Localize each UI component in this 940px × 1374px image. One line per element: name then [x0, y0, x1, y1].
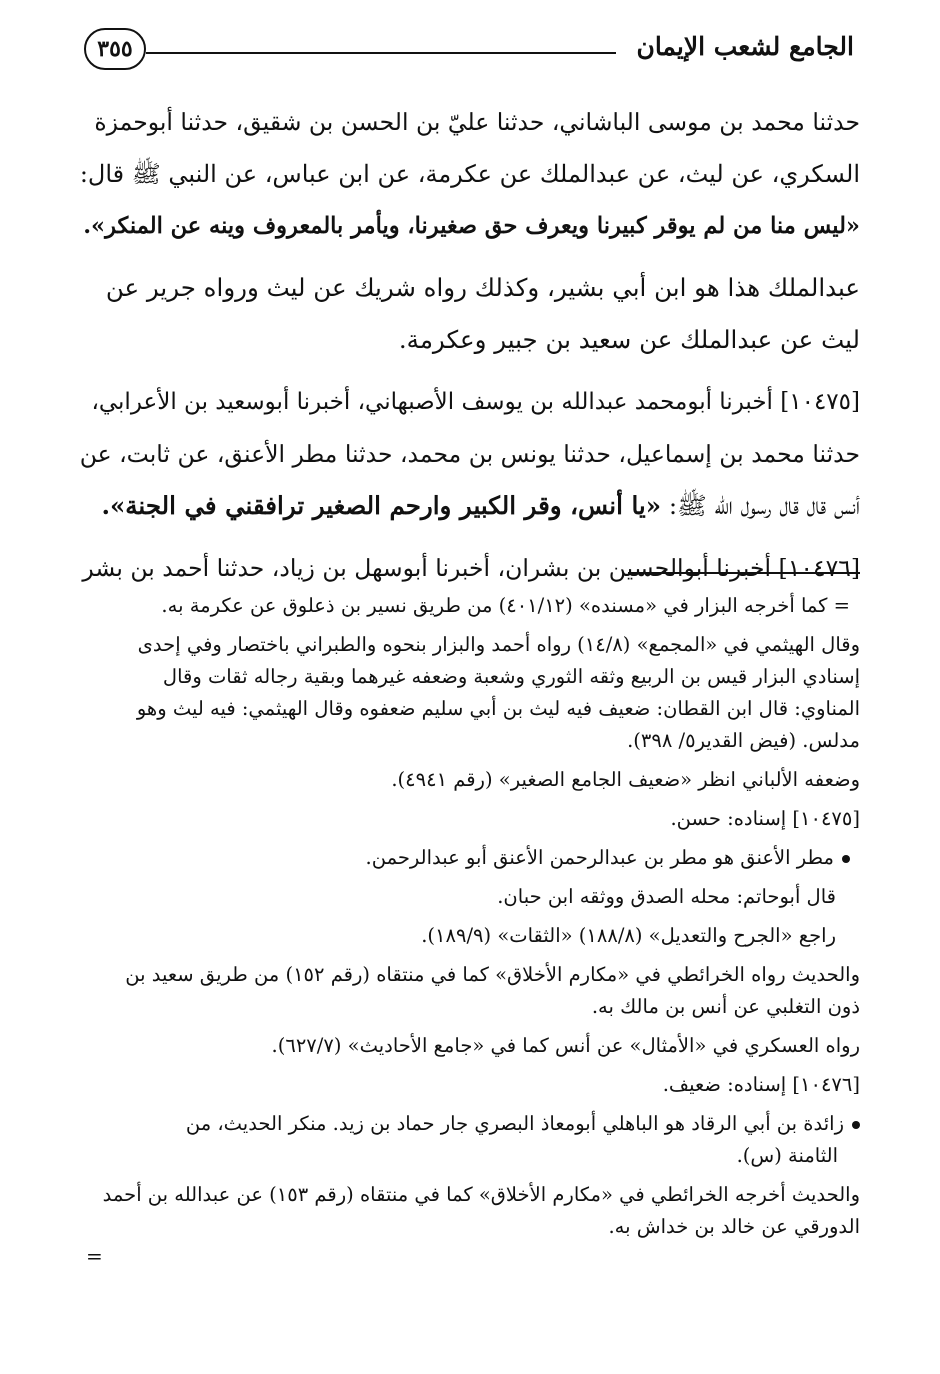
page-number: ٣٥٥ [84, 28, 146, 70]
hadith-paragraph-10475 [80, 376, 860, 532]
text-line: حدثنا محمد بن موسى الباشاني، حدثنا عليّ بن الحسن بن شقيق، حدثنا أبوحمزة [94, 108, 860, 136]
running-title: الجامع لشعب الإيمان [636, 32, 854, 61]
text-line: ليث عن عبدالملك عن سعيد بن جبير وعكرمة. [398, 325, 860, 354]
text-line: [١٠٤٧٥] أخبرنا أبومحمد عبدالله بن يوسف الأصبهاني، أخبرنا أبوسعيد بن الأعرابي، [91, 389, 860, 415]
hadith-matn: «ليس منا من لم يوقر كبيرنا ويعرف حق صغيرنا، ويأمر بالمعروف وينه عن المنكر». [83, 213, 860, 239]
footnote [80, 1108, 860, 1172]
hadith-matn: «يا أنس، وقر الكبير وارحم الصغير ترافقني في الجنة». [101, 491, 662, 520]
header-rule [146, 52, 616, 54]
main-text [80, 96, 860, 604]
footnote-line: والحديث رواه الخرائطي في «مكارم الأخلاق» كما في منتقاه (رقم ١٥٢) من طريق سعيد بن [125, 963, 860, 986]
footnote-separator [628, 572, 860, 574]
footnote [80, 920, 860, 952]
footnotes [80, 590, 860, 1250]
footnote-line: قال أبوحاتم: محله الصدق ووثقه ابن حبان. [497, 885, 836, 908]
footnote-line [80, 842, 850, 874]
footnote [80, 590, 860, 622]
footnote-line: وضعفه الألباني انظر «ضعيف الجامع الصغير» (رقم ٤٩٤١). [391, 768, 860, 791]
page-header [84, 28, 854, 78]
footnote-line: مدلس. (فيض القدير٥/ ٣٩٨). [627, 729, 860, 752]
footnote [80, 1179, 860, 1243]
footnote-text: زائدة بن أبي الرقاد هو الباهلي أبومعاذ البصري جار حماد بن زيد. منكر الحديث، من [185, 1112, 844, 1135]
footnote [80, 629, 860, 757]
footnote-heading [80, 803, 860, 835]
footnote [80, 764, 860, 796]
footnote-line: والحديث أخرجه الخرائطي في «مكارم الأخلاق» كما في منتقاه (رقم ١٥٣) عن عبدالله بن أحمد [102, 1183, 860, 1206]
footnote-line: رواه العسكري في «الأمثال» عن أنس كما في «جامع الأحاديث» (٦٢٧/٧). [271, 1034, 860, 1057]
text-line: [١٠٤٧٦] أخبرنا أبوالحسين بن بشران، أخبرنا أبوسهل بن زياد، حدثنا أحمد بن بشر [82, 554, 860, 582]
footnote-line: إسنادي البزار قيس بن الربيع وثقه الثوري وشعبة وضعفه غيرهما وبقية رجاله ثقات وقال [162, 665, 860, 688]
continuation-mark: = [86, 1244, 103, 1268]
footnote-line: [١٠٤٧٥] إسناده: حسن. [670, 807, 860, 830]
footnote-line: [١٠٤٧٦] إسناده: ضعيف. [662, 1073, 860, 1096]
text-line: حدثنا محمد بن إسماعيل، حدثنا يونس بن محمد، حدثنا مطر الأعنق، عن ثابت، عن [79, 440, 860, 468]
text-line: السكري، عن ليث، عن عبدالملك عن عكرمة، عن ابن عباس، عن النبي ﷺ قال: [79, 160, 860, 188]
hadith-paragraph-1 [80, 96, 860, 252]
footnote [80, 1030, 860, 1062]
text-line [80, 480, 860, 532]
footnote [80, 881, 860, 913]
bullet-icon [842, 855, 850, 863]
footnote [80, 842, 860, 874]
footnote-line: المناوي: قال ابن القطان: ضعيف فيه ليث بن أبي سليم ضعفوه وقال الهيثمي: فيه ليث وهو [136, 697, 860, 720]
footnote-line: ذون التغلبي عن أنس بن مالك به. [591, 995, 860, 1018]
footnote-heading [80, 1069, 860, 1101]
hadith-paragraph-10476 [80, 542, 860, 594]
footnote-line: راجع «الجرح والتعديل» (١٨٨/٨) «الثقات» (١٨٩/٩). [421, 924, 836, 947]
footnote-text: مطر الأعنق هو مطر بن عبدالرحمن الأعنق أبو عبدالرحمن. [365, 846, 834, 869]
text-line: عبدالملك هذا هو ابن أبي بشير، وكذلك رواه شريك عن ليث ورواه جرير عن [105, 273, 860, 302]
footnote-line: الثامنة (س). [736, 1144, 838, 1167]
footnote-line: وقال الهيثمي في «المجمع» (١٤/٨) رواه أحمد والبزار بنحوه والطبراني باختصار وفي إحدى [137, 633, 860, 656]
bullet-icon [852, 1121, 860, 1129]
footnote [80, 959, 860, 1023]
footnote-line [80, 1108, 860, 1140]
footnote-line: الدورقي عن خالد بن خداش به. [608, 1215, 860, 1238]
footnote-line: = كما أخرجه البزار في «مسنده» (٤٠١/١٢) من طريق نسير بن ذعلوق عن عكرمة به. [161, 594, 850, 617]
text-segment: أنس قال قال رسول الله ﷺ: [661, 491, 860, 520]
commentary-paragraph [80, 262, 860, 366]
